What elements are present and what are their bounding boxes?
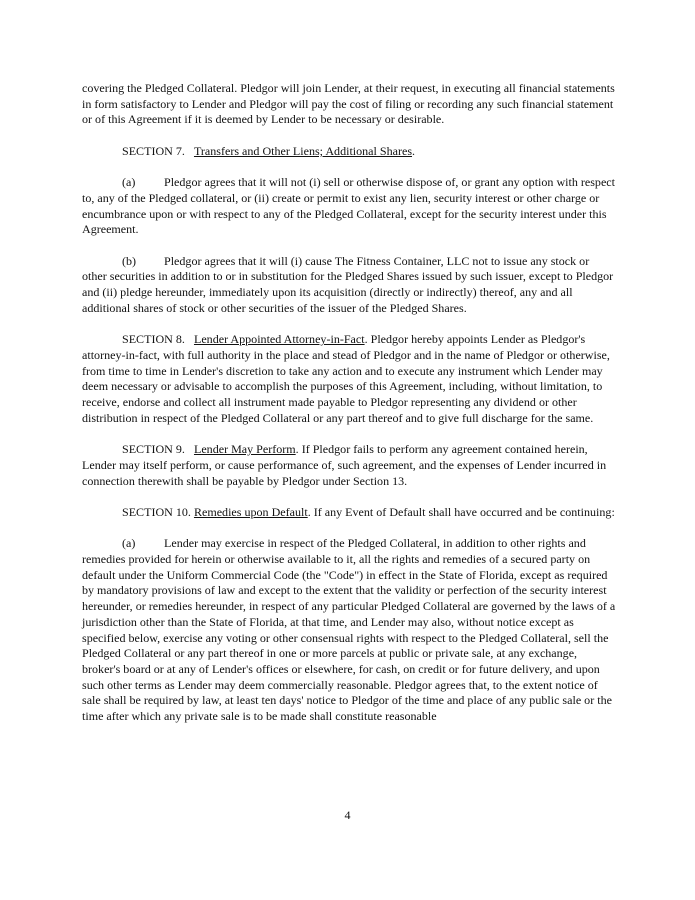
- section-7-title-end: .: [412, 143, 416, 158]
- section-8-paragraph: [82, 332, 616, 426]
- section-10-paragraph: [82, 505, 616, 521]
- section-7-b-label: (b): [122, 253, 137, 268]
- section-10-a-paragraph: [82, 536, 616, 724]
- section-10-a-label: (a): [122, 536, 136, 551]
- section-7-title: Transfers and Other Liens; Additional Shares: [193, 143, 413, 158]
- section-9-title: Lender May Perform: [193, 442, 296, 457]
- section-10-title: Remedies upon Default: [193, 504, 308, 519]
- section-9-body: . If Pledgor fails to perform any agreement contained herein, Lender may itself perform, or cause performance of, such agreement, and the expenses of Lender incurred in connection therewith shall be payable by Pledgor under Section 13.: [82, 442, 607, 488]
- section-7-b-paragraph: [82, 254, 616, 317]
- section-8-number: SECTION 8.: [122, 332, 185, 347]
- section-9-paragraph: [82, 442, 616, 489]
- section-10-body: . If any Event of Default shall have occurred and be continuing:: [307, 504, 615, 519]
- section-10-a-text: Lender may exercise in respect of the Pledged Collateral, in addition to other rights and remedies provided for herein or otherwise available to it, all the rights and remedies of a secured party on default under the Uniform Commercial Code (the "Code") in effect in the State of Florida, except as required by mandatory provisions of law and except to the extent that the validity or perfection of the security interest hereunder, or remedies hereunder, in respect of any particular Pledged Collateral are governed by the laws of a jurisdiction other than the State of Florida, at that time, and Lender may also, without notice except as specified below, exercise any voting or other consensual rights with respect to the Pledged Collateral, sell the Pledged Collateral or any part thereof in one or more parcels at public or private sale, at any exchange, broker's board or at any of Lender's offices or elsewhere, for cash, on credit or for future delivery, and upon such other terms as Lender may deem commercially reasonable. Pledgor agrees that, to the extent notice of sale shall be required by law, at least ten days' notice to Pledgor of the time and place of any public sale or the time after which any private sale is to be made shall constitute reasonable: [82, 536, 616, 724]
- section-7-number: SECTION 7.: [122, 143, 185, 158]
- section-10-number: SECTION 10.: [122, 504, 191, 519]
- section-8-title: Lender Appointed Attorney-in-Fact: [193, 332, 365, 347]
- section-7-b-text: Pledgor agrees that it will (i) cause The Fitness Container, LLC not to issue any stock or other securities in addition to or in substitution for the Pledged Shares issued by such issuer, except to Pledgor and (ii) pledge hereunder, immediately upon its acquisition (directly or indirectly) thereof, any and all additional shares of stock or other securities of the issuer of the Pledged Shares.: [82, 253, 614, 315]
- section-7-a-text: Pledgor agrees that it will not (i) sell or otherwise dispose of, or grant any option with respect to, any of the Pledged collateral, or (ii) create or permit to exist any lien, security interest or other charge or encumbrance upon or with respect to any of the Pledged Collateral, except for the security interest under this Agreement.: [82, 175, 615, 237]
- section-8-body: . Pledgor hereby appoints Lender as Pledgor's attorney-in-fact, with full authority in the place and stead of Pledgor and in the name of Pledgor or otherwise, from time to time in Lender's discretion to take any action and to execute any instrument which Lender may deem necessary or advisable to accomplish the purposes of this Agreement, including, without limitation, to receive, endorse and collect all instrument made payable to Pledgor representing any dividend or other distribution in respect of the Pledged Collateral or any part thereof and to give full discharge for the same.: [82, 332, 610, 425]
- page-number: 4: [344, 808, 351, 822]
- section-7-a-paragraph: [82, 175, 616, 238]
- section-7-heading: [82, 144, 616, 160]
- section-7-a-label: (a): [122, 175, 136, 190]
- section-9-number: SECTION 9.: [122, 442, 185, 457]
- document-page: [82, 81, 616, 740]
- intro-paragraph: covering the Pledged Collateral. Pledgor will join Lender, at their request, in executing all financial statements in form satisfactory to Lender and Pledgor will pay the cost of filing or recording any such financial statement or of this Agreement if it is deemed by Lender to be necessary or desirable.: [82, 81, 615, 127]
